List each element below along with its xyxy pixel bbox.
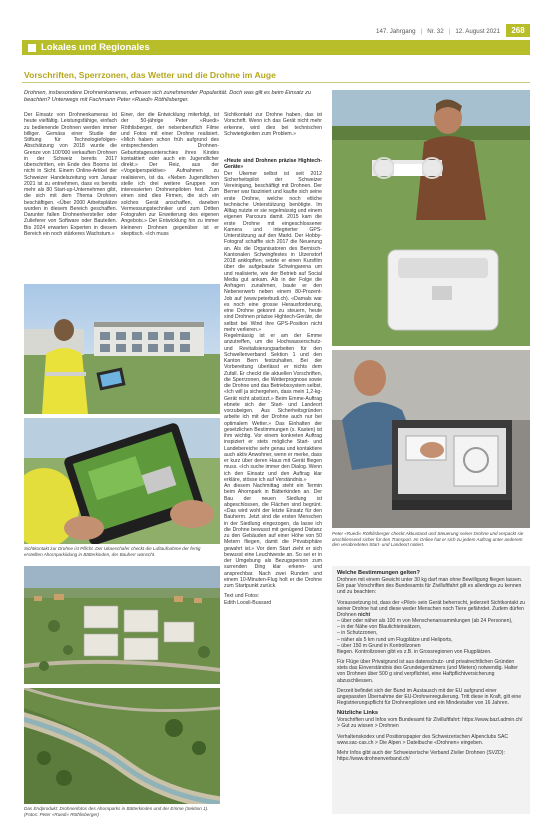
paragraph: Einer, der die Entwicklung miterfolgt, ist der 50-jährige Peter «Ruedi» Röthlisberger, der nebenberuflich Filme und Fotos mit einer Drohne realisiert. «Mich haben schon früh aufgrund des entsprechenden Drohnen-Geburtstagesunterschies ihres Kindes kontaktiert oder auch ein Jugendlicher direkt.» Der Reiz, aus der «Vogelperspektive» Aufnahmen zu realisieren, ist da. «Neben Jugendlichen stelle ich drei weitere Gruppen von interessierten Drohnenpiloten fest. Zum einen sind dies Firmen, die sich ein solches Gerät anschaffen, daneben Vermessungstechniker und zum Dritten Fotografen zur Erweiterung des eigenen Angebots.» Der Entwicklung hin zu immer kleineren Drohnen gegenüber ist er skeptisch. «Ich muss (121, 112, 219, 237)
info-title: Welche Bestimmungen gelten? (337, 570, 420, 576)
paragraph: Regelmässig ist er am der Emme anzutreffen, um die Hochwasserschutz- und Revitalisierungsarbeiten für den Schwellenverband Sektion 1 und den Kanton Bern festzuhalten. Bei der Vorbereitung überlässt er nichts dem Zufall. Er checkt die aktuellen Vorschriften, die Sperrzonen, die Wetterprognose sowie die Drohne und das Betriebssystem selbst. «Ich will ja sichergehen, dass mein 1,2-kg-Gerät nicht abstürzt.» Beim Emme-Auftrag ebnete sich der Start- und Landeort vorzubeigen. Aus Sicherheitsgründen arbeite ich mit der Drohne auch nur bei optimalem Wetter.» Das Einhalten der gesetzlichen Bestimmungen (s. Kasten) ist ihm wichtig. Vor einem konkreten Auftrag inspiziert er stets mögliche Start- und Landebereiche sehr genau und kontaktiere auch aktiv Anwohner, wenn er merke, dass er kurz über deren Haus mit Gerät fliegen muss. «Ich suche immer den Dialog. Wenn ich den Einsatz und den Auftrag klar erkläre, stösse ich auf Verständnis.» (224, 333, 322, 483)
info-paragraph: Derzeit befindet sich der Bund im Austausch mit der EU aufgrund einer angepassten Übernahme der EU-Drohnenregulierung. Tritt diese in Kraft, gilt eine Registrierungspflicht für Drohnenpiloten und ein Mindestalter von 16 Jahren. (337, 687, 522, 706)
caption-photos-right: Peter «Ruedi» Röthlisberger checkt Akkustand und Steuerung seiner Drohne und verpackt sie anschliessend sicher für den Transport. Im Online hat er sich zu jedem Auftrag unter anderem den verabredeten Start- und Landeort notiert. (332, 531, 524, 548)
article-lead: Drohnen, insbesondere Drohnenkameras, erfreuen sich zunehmender Popularität. Doch was gilt es beim Einsatz zu beachten? Unterwegs mit Fachmann Peter «Ruedi» Röthlisberger. (24, 90, 311, 104)
text-column-2 (121, 112, 219, 280)
info-paragraph: Drohnen mit einem Gewicht unter 30 kg darf man ohne Bewilligung fliegen lassen. Ein paar Vorschriften des Bundesamts für Zivilluftfahrt gilt es allerdings zu kennen und zu beachten: (337, 577, 523, 596)
text-column-3 (224, 158, 322, 816)
text-column-3-top (224, 112, 322, 152)
photo-tablet-closeup (24, 418, 220, 544)
list-item: – näher als 5 km rund um Flugplätze und Heliports, (337, 636, 453, 643)
issue-date: 12. August 2021 (455, 27, 501, 35)
page-number: 268 (506, 24, 530, 37)
paragraph: Der Einsatz von Drohnenkameras ist heute vielfältig. Leistungsfähige, einfach zu bedienende Drohnen werden immer billiger. Gemäss einer Studie der Stiftung für Technologiefolgen-Abschätzung von 2018 wurde die Grenze von 100'000 verkauften Drohnen in der Schweiz bereits 2017 überschritten, ein Ende des Booms ist nicht in Sicht. Einem Online-Artikel der Schweizer Handelszeitung vom Januar 2021 ist zu entnehmen, dass es bereits mehr als 80 Start-up-Unternehmen gibt, die sich mit dem Thema Drohnen beschäftigen. «Über 2000 Arbeitsplätze wurden in diesem Bereich geschaffen. Darunter fallen Drohnenhersteller oder Zulieferer von Software oder Bauteilen. Bis 2024 erwarten Experten in diesem Bereich ein noch stärkeres Wachstum.» (24, 112, 117, 237)
info-paragraph: Für Flüge über Privatgrund ist aus datenschutz- und privatrechtlichen Gründen stets das Einverständnis des Grundeigentümers (und Mieters) notwendig. Halter von Drohnen über 500 g sind verpflichtet, eine Haftpflichtversicherung abzuschliessen. (337, 659, 518, 684)
list-item: – über oder näher als 100 m von Menschenansammlungen (ab 24 Personen), (337, 618, 513, 625)
divider (22, 82, 530, 83)
photo-pilot-tablet (24, 284, 220, 414)
paragraph: Sichtkontakt zur Drohne haben, das ist Vorschrift. Wenn ich das Gerät nicht mehr erkenne, wird dies bei technischen Schwierigkeiten zum Problem.» (224, 112, 322, 137)
volume: 147. Jahrgang (376, 27, 416, 35)
square-icon (28, 44, 36, 52)
info-emphasis: nicht (357, 611, 371, 618)
info-list (337, 618, 525, 649)
list-item: – in Schutzzonen, (337, 630, 378, 637)
list-item: – über 150 m Grund in Kontrollzonen (337, 642, 421, 649)
separator: | (448, 27, 451, 35)
section-title: Lokales und Regionales (41, 42, 150, 53)
info-box-regulations (332, 566, 530, 814)
article-headline: Vorschriften, Sperrzonen, das Wetter und die Drohne im Auge (24, 70, 276, 80)
link-item[interactable]: Vorschriften und Infos vom Bundesamt für Zivilluftfahrt: https://www.bazl.admin.ch/ > Gut zu wissen > Drohnen (337, 717, 523, 730)
separator: | (420, 27, 423, 35)
paragraph: Der Ukemer selbst ist seit 2012 Sicherheitspilot der Schweizer Vereinigung, beschäftigt mit Drohnen. Der Berner war fasziniert und kaufte sich seine erste Drohne, welche noch etliche technische Unterstützung benötigte. Im Alltag nutzte er sie regelmässig und einem eigenen Parcours damit. 2015 kam die erste Drohne mit eingeschlossener Kamera und integrierter GPS-Unterstützung auf den Markt. Der Hobby-Fotograf schaffte sich 2017 die Neuerung an. Als die Organisatoren des Bernisch-Kantonalen Schwingfestes in Utzenstorf 2018 anklopften, setzte er einen Kursfilm über die aufgebaute Schwingarena um und realisierte, wie der Betrieb auf Social Media gut ankam. Als in der Folge die Anfragen zunahmen, baute er den Nebenerwerb neben einem 80-Prozent-Job auf (www.peterbudi.ch). «Damals war es noch eine grosse Herausforderung, eine Drohne gekonnt zu steuern, heute sind Drohnen präzise Hightech-Geräte, die selbst bei Wind ihre GPS-Position nicht mehr verlieren.» (224, 170, 322, 333)
caption-photos-1-2: Sichtkontakt zur Drohne ist Pflicht. Der Ukaeschafer checkt die Luftaufnahme der fertig erstellten Ahornparkiidung in Bätterkinden, der Bauherr wünscht. (24, 546, 201, 557)
text-column-1 (24, 112, 117, 280)
author-label: Text und Fotos: (224, 593, 260, 600)
photo-pilot-drone-case (332, 90, 530, 346)
info-paragraph: fliegen. Kontrollzonen gibt es z.B. in Grossregionen von Flugplätzen. (337, 648, 492, 655)
issue-number: Nr. 32 (427, 27, 444, 35)
links-title: Nützliche Links (337, 710, 379, 717)
section-bar (22, 40, 530, 55)
caption-photos-3-4: Das Endprodukt: Drohnenfotos des Ahornparks in Bätterkinden und der Emme (Sektion 1). (Fotos: Peter «Ruedi» Röthlisberger) (24, 806, 209, 817)
link-item[interactable]: Mehr Infos gibt auch der Schweizerische Verband Ziviler Drohnen (SVZD): https://www.drohnenverband.ch/ (337, 749, 505, 763)
paragraph: An diesem Nachmittag steht ein Termin beim Ahornpark in Bätterkinden an. Der Bau der neuen Siedlung ist abgeschlossen, die Flächen sind begrünt. «Das wird wohl der letzte Einsatz für den Bauherrn. Jetzt sind die ersten Menschen in der Siedlung eingezogen, da lasse ich die Drohne bewusst mit genügend Distanz zu den Gebäuden auf einer Höhe von 50 Metern fliegen, damit die Privatsphäre gewahrt ist.» Vor dem Start zieht er sich bewusst eine Leuchtweste an. So sei er in der Umgebung als Bezugsperson zum surrenden Ding klar erkenn- und ansprechbar. Nach zwei Runden und einem 10-Minuten-Flug holt er die Drohne zum Startpunkt zurück. (224, 483, 322, 589)
photo-aerial-ahornpark (24, 566, 220, 684)
subheading: «Heute sind Drohnen präzise Hightech-Geräte» (224, 158, 322, 171)
link-item[interactable]: Verhaltenskodex und Positionspapier des Schweizerischen Alpenclubs SAC www.sac-cas.ch > Die Alpen > Dateibuche «Drohnen» eingeben. (337, 733, 509, 746)
photo-aerial-emme (24, 688, 220, 804)
author-name: Edith Loosli-Bussard (224, 599, 272, 606)
photo-drone-packing (332, 350, 530, 528)
info-text: Voraussetzung ist, dass der «Pilot» sein Gerät beherrscht, jederzeit Sichtkontakt zu seiner Drohne hat und diese weder Menschen noch Tiere gefährdet. Zudem dürfen Drohnen (337, 599, 526, 618)
info-paragraph (337, 600, 525, 618)
list-item: – in der Nähe von Blaulichteinsätzen, (337, 624, 422, 631)
